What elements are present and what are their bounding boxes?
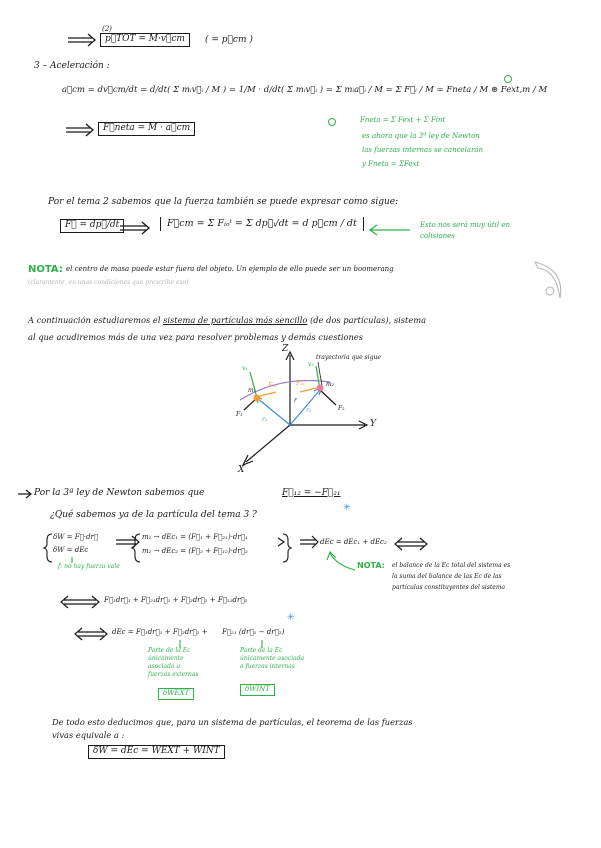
fneta-note-3: las fuerzas internas se cancelarán bbox=[362, 146, 484, 154]
newton3-line: Por la 3ª ley de Newton sabemos que bbox=[34, 488, 205, 498]
newton3-eq: F⃗₁₂ = −F⃗₂₁ bbox=[282, 488, 341, 498]
label-f21: F₂₁ bbox=[296, 380, 305, 387]
label-f12: F₁₂ bbox=[268, 382, 277, 389]
particle-system-diagram bbox=[240, 352, 367, 465]
momentum-cm-note: ( = p⃗cm ) bbox=[205, 35, 253, 45]
w-ext-box: δWEXT bbox=[158, 688, 194, 700]
nota-text: el centro de masa puede estar fuera del objeto. Un ejemplo de ello puede ser un boomerang bbox=[66, 265, 394, 273]
ec-sum-result: dEc = dEc₁ + dEc₂ bbox=[320, 538, 387, 546]
label-r1: r₁ bbox=[262, 416, 268, 423]
implies-arrow-top bbox=[68, 34, 95, 46]
ext-group-3: asociada a bbox=[148, 663, 181, 670]
boomerang-doodle bbox=[535, 262, 561, 298]
top-tag: (2) bbox=[102, 25, 112, 33]
system2-eq-1: m₁ → dEc₁ = (F⃗₁ + F⃗₂₁)·dr⃗₁ bbox=[142, 533, 248, 541]
axis-z-label: Z bbox=[282, 344, 289, 354]
tema2-line: Por el tema 2 sabemos que la fuerza también se puede expresar como sigue: bbox=[48, 197, 399, 207]
nota2-line-2: la suma del balance de las Ec de las bbox=[392, 573, 502, 580]
axis-x-label: X bbox=[238, 465, 245, 475]
intro-post: (de dos partículas), sistema bbox=[310, 315, 427, 325]
fneta-note-2: es ahora que la 3ª ley de Newton bbox=[362, 132, 480, 140]
system2-eq-2: m₂ → dEc₂ = (F⃗₂ + F⃗₁₂)·dr⃗₂ bbox=[142, 547, 248, 555]
expand-line-2-post: F⃗₂₁ (dr⃗₁ − dr⃗₂) bbox=[222, 628, 285, 636]
nota-text-2: (claramente, en unas condiciones que prescribe eso) bbox=[28, 279, 189, 286]
label-v1: v₁ bbox=[242, 365, 248, 372]
trajectory-annotation: trayectoria que sigue bbox=[316, 354, 381, 361]
expand-line: F⃗₁dr⃗₁ + F⃗₂₁dr⃗₁ + F⃗₂dr⃗₂ + F⃗₁₂dr⃗₂ bbox=[104, 596, 248, 604]
colisiones-note-2: colisiones bbox=[420, 232, 455, 240]
label-m1: m₁ bbox=[248, 387, 257, 394]
system-eq-1: δW = F⃗·dr⃗ bbox=[53, 533, 99, 541]
intro-underlined: sistema de partículas más sencillo bbox=[163, 315, 308, 325]
section-3-heading: 3 – Aceleración : bbox=[34, 61, 110, 71]
ext-group-1: Parte de la Ec bbox=[148, 647, 191, 654]
intro-line-1 bbox=[28, 316, 426, 325]
implies-arrow-acc bbox=[66, 124, 93, 136]
conclusion-line-1: De todo esto deducimos que, para un sistema de partículas, el teorema de las fuerzas bbox=[52, 717, 413, 727]
label-f2: F₂ bbox=[338, 405, 345, 412]
system-note: f: no hay fuerza vale bbox=[58, 563, 120, 570]
fneta-note-1: Fneta = Σ Fext + Σ Fint bbox=[360, 116, 446, 124]
ext-group-4: fuerzas externas bbox=[148, 671, 199, 678]
force-derivative-box: F⃗ = dp⃗/dt bbox=[60, 219, 124, 233]
momentum-total-box: p⃗TOT = M·v⃗cm bbox=[100, 33, 190, 47]
intro-pre: A continuación estudiaremos el bbox=[28, 315, 161, 325]
axis-y-label: Y bbox=[370, 419, 376, 429]
label-v2: v₂ bbox=[308, 361, 314, 368]
label-m2: m₂ bbox=[326, 381, 335, 388]
conclusion-line-2: vivas equivale a : bbox=[52, 730, 125, 740]
int-group-3: a fuerzas internas bbox=[240, 663, 295, 670]
w-int-box: δWINT bbox=[240, 684, 275, 696]
int-group-2: únicamente asociada bbox=[240, 655, 305, 662]
intro-line-2: al que acudiremos más de una vez para resolver problemas y demás cuestiones bbox=[28, 332, 363, 342]
ext-group-2: únicamente bbox=[148, 655, 184, 662]
work-energy-theorem-box: δW = dEc = WEXT + WINT bbox=[88, 745, 225, 759]
nota2-label: NOTA: bbox=[357, 561, 385, 570]
newton-second-law-box: F⃗neta = M · a⃗cm bbox=[98, 122, 195, 136]
question-line: ¿Qué sabemos ya de la partícula del tema 3 ? bbox=[50, 510, 257, 520]
force-cm-bracket: F⃗cm = Σ Fᵢₒᵗ = Σ dp⃗ᵢ/dt = d p⃗cm / dt bbox=[160, 217, 364, 231]
expand-line-2-pre: dEc = F⃗₁dr⃗₁ + F⃗₂dr⃗₂ + bbox=[112, 628, 208, 636]
svg-text:✳: ✳ bbox=[343, 503, 351, 513]
colisiones-note-1: Esto nos será muy útil en bbox=[420, 221, 510, 229]
label-r: r bbox=[294, 397, 297, 404]
acceleration-formula: a⃗cm = dv⃗cm/dt = d/dt( Σ mᵢv⃗ᵢ / M ) = 1/M · d/dt( Σ mᵢv⃗ᵢ ) = Σ mᵢa⃗ᵢ / M = Σ F⃗ᵢ / M = Fneta / M ⊛ Fext,m / M bbox=[62, 85, 548, 95]
nota2-line-3: partículas constituyentes del sistema bbox=[392, 584, 506, 591]
implies-arrow-tema2 bbox=[120, 222, 149, 234]
label-f1: F₁ bbox=[236, 411, 243, 418]
fneta-note-4: y Fneta = ΣFext bbox=[362, 160, 420, 168]
nota2-line-1: el balance de la Ec total del sistema es bbox=[392, 562, 511, 569]
green-arrow-colisiones bbox=[370, 225, 410, 235]
system-eq-2: δW = dEc bbox=[53, 546, 89, 554]
int-group-1: Parte de la Ec bbox=[240, 647, 283, 654]
nota-label: NOTA: bbox=[28, 264, 63, 275]
label-r2: r₂ bbox=[306, 407, 312, 414]
svg-text:✳: ✳ bbox=[287, 613, 295, 623]
star-marks bbox=[287, 503, 351, 623]
